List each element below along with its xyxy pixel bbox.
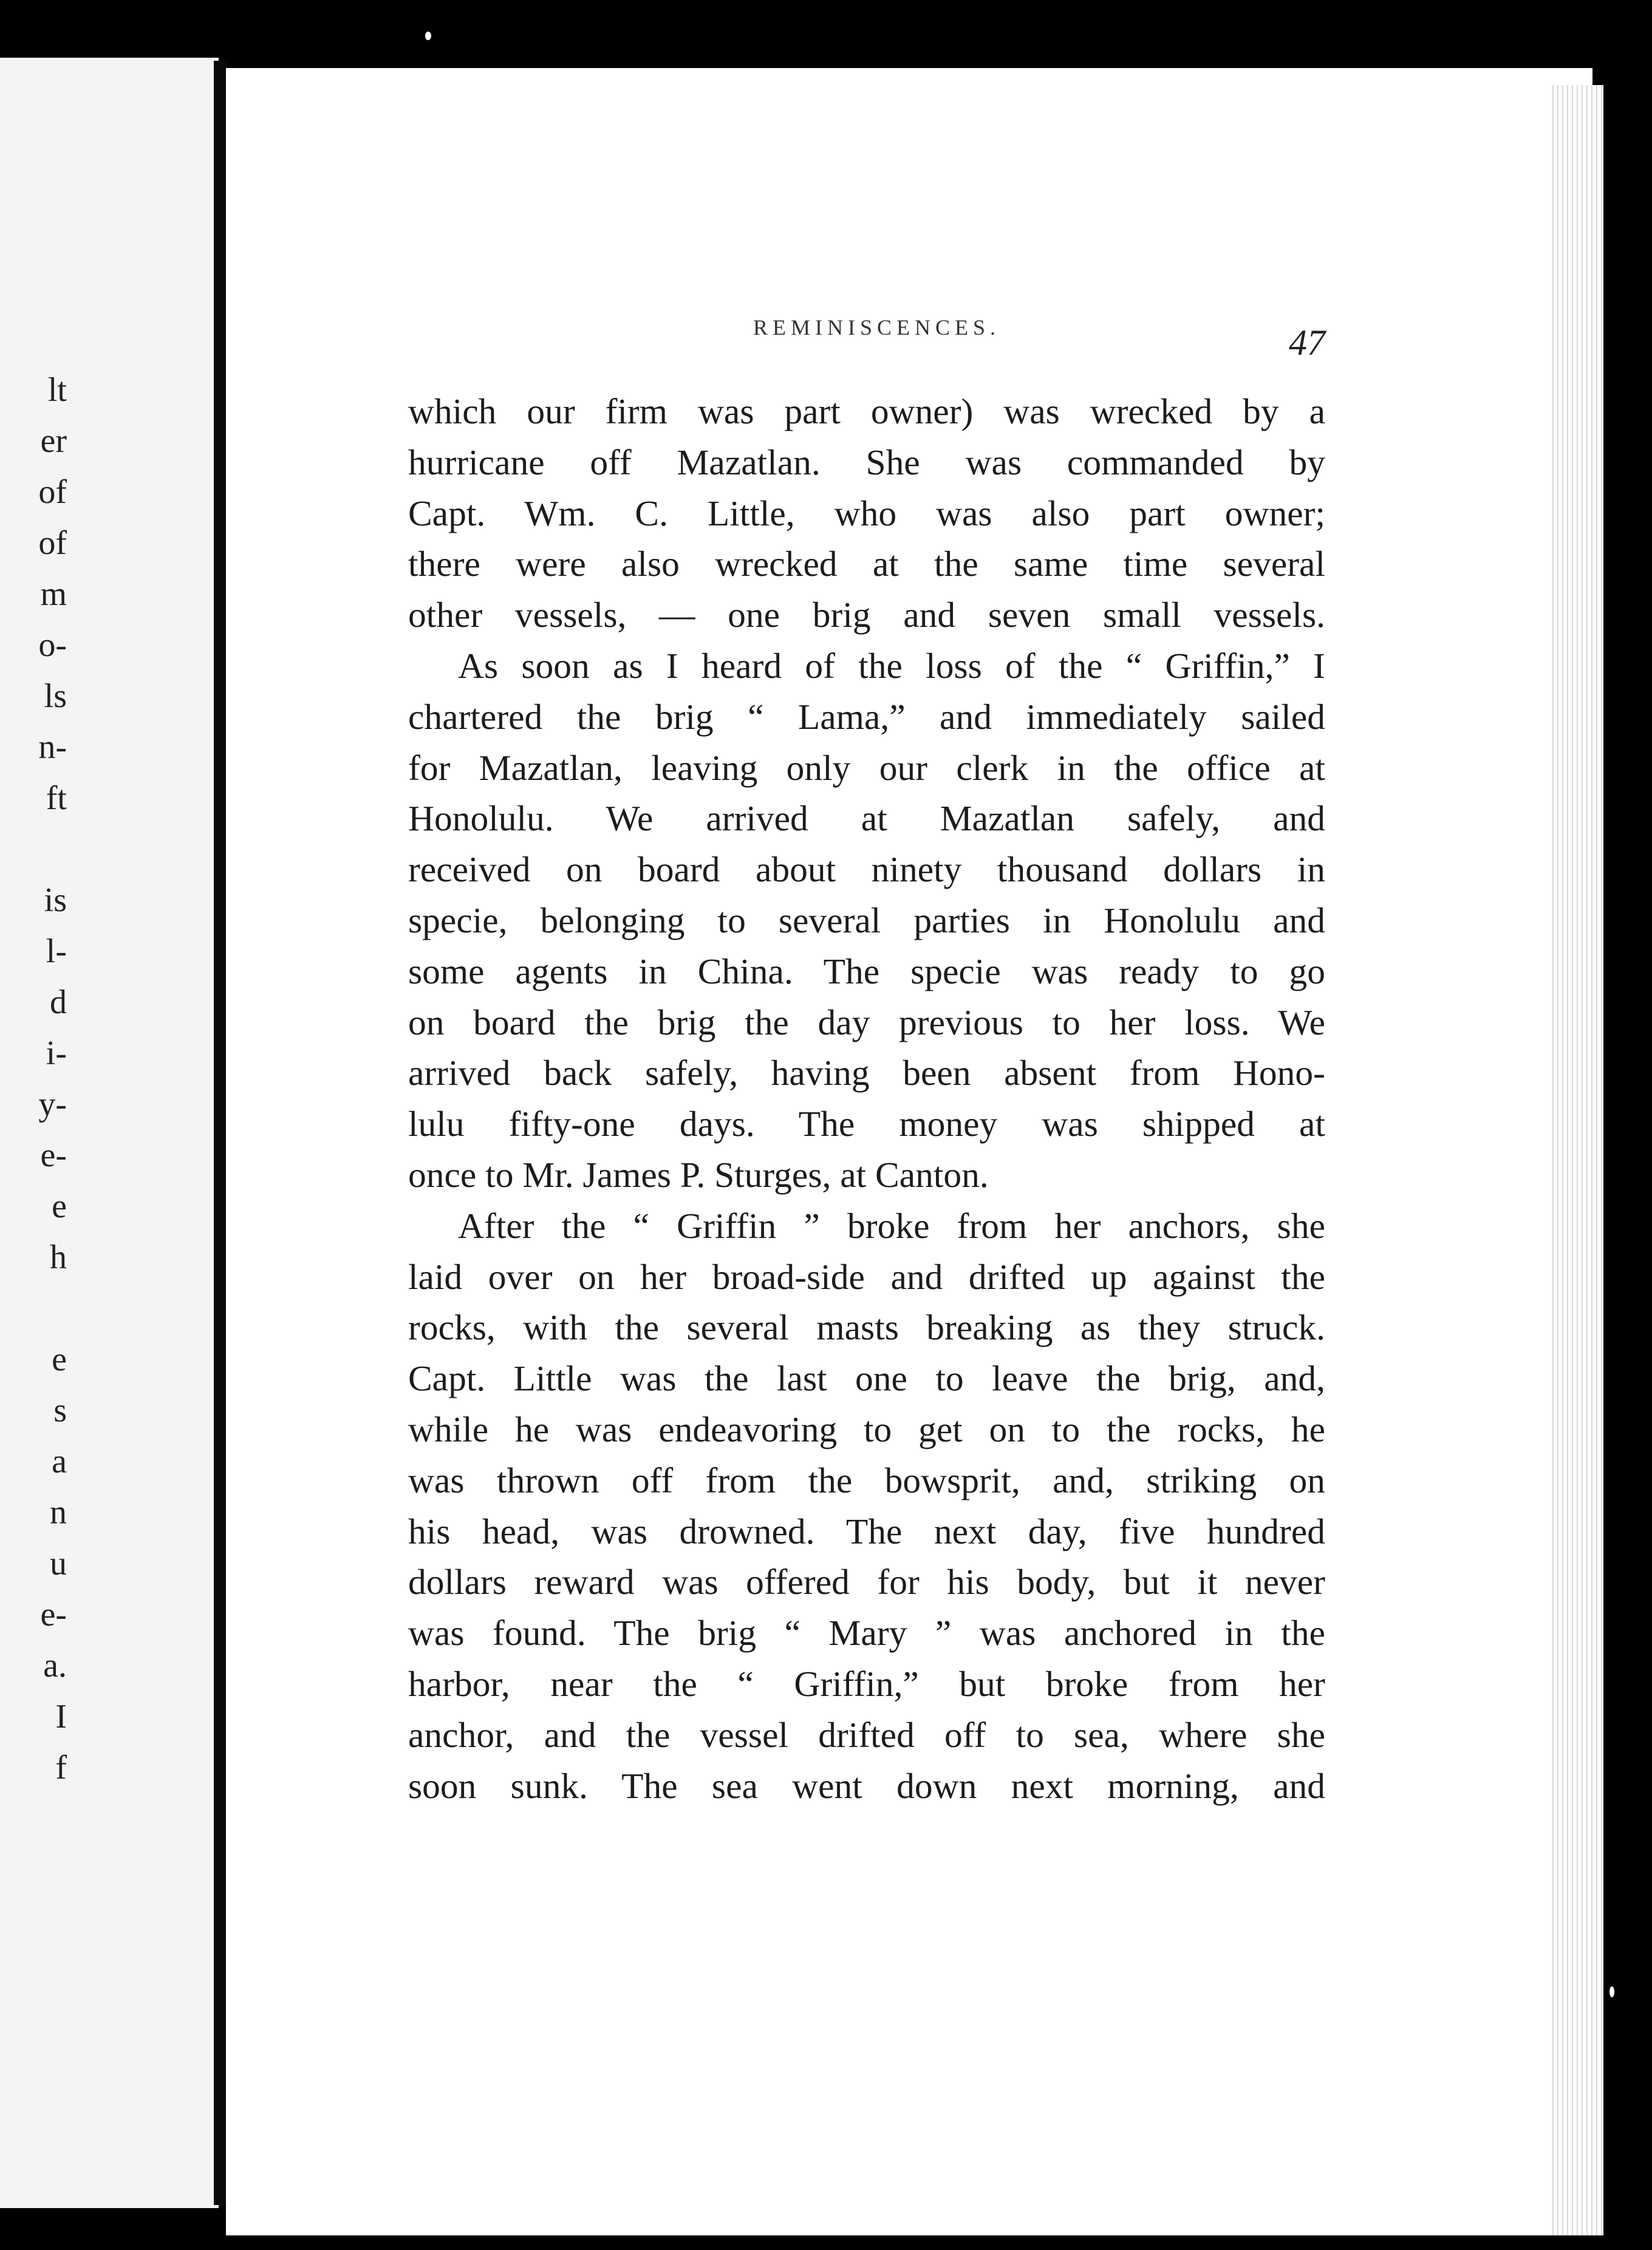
left-fragment: o- (38, 626, 67, 664)
text-line: which our firm was part owner) was wrecked by a (408, 391, 1325, 431)
text-line: chartered the brig “ Lama,” and immediately sailed (408, 696, 1325, 737)
left-fragment: l- (46, 932, 67, 970)
left-fragment: a. (43, 1647, 67, 1684)
left-fragment: y- (38, 1086, 67, 1123)
dust-speck (1609, 1986, 1614, 1997)
left-fragment: I (55, 1698, 67, 1735)
text-line: on board the brig the day previous to her loss. We (408, 1002, 1325, 1042)
left-fragment: e- (40, 1596, 67, 1633)
text-line: Capt. Little was the last one to leave the brig, and, (408, 1358, 1325, 1399)
left-fragment: n- (38, 728, 67, 766)
left-fragment (0, 824, 67, 875)
text-line: some agents in China. The specie was ready to go (408, 951, 1325, 991)
text-line: As soon as I heard of the loss of the “ Griffin,” I (458, 645, 1325, 686)
left-fragment: er (40, 422, 67, 460)
left-fragment: e (52, 1188, 67, 1225)
text-line: other vessels, — one brig and seven small vessels. (408, 595, 1325, 635)
page-edge-stack (1549, 85, 1603, 2235)
text-line: his head, was drowned. The next day, five hundred (408, 1511, 1325, 1551)
left-fragment: e- (40, 1137, 67, 1174)
text-line: specie, belonging to several parties in Honolulu and (408, 900, 1325, 940)
left-fragment: d (50, 983, 67, 1021)
left-fragment: i- (46, 1034, 67, 1072)
text-line: received on board about ninety thousand dollars in (408, 849, 1325, 890)
text-line: arrived back safely, having been absent from Hono- (408, 1053, 1325, 1093)
text-line: lulu fifty-one days. The money was shipped at (408, 1104, 1325, 1144)
left-fragment: f (55, 1749, 67, 1787)
left-page-text-fragments (0, 364, 67, 1793)
text-line: Capt. Wm. C. Little, who was also part owner; (408, 493, 1325, 533)
text-line: anchor, and the vessel drifted off to sea, where she (408, 1714, 1325, 1755)
left-fragment: lt (47, 371, 67, 409)
text-line: After the “ Griffin ” broke from her anchors, she (458, 1205, 1325, 1246)
left-fragment: s (53, 1392, 67, 1429)
left-fragment: ls (44, 677, 67, 715)
text-line: soon sunk. The sea went down next morning, and (408, 1765, 1325, 1806)
text-line: hurricane off Mazatlan. She was commanded by (408, 442, 1325, 482)
text-line: Honolulu. We arrived at Mazatlan safely, and (408, 798, 1325, 839)
left-fragment (0, 1283, 67, 1334)
left-fragment: n (50, 1494, 67, 1531)
text-line: was found. The brig “ Mary ” was anchored in the (408, 1613, 1325, 1653)
text-line: once to Mr. James P. Sturges, at Canton. (408, 1154, 989, 1195)
text-line: laid over on her broad-side and drifted up against the (408, 1256, 1325, 1297)
text-line: for Mazatlan, leaving only our clerk in the office at (408, 747, 1325, 788)
text-line: while he was endeavoring to get on to the rocks, he (408, 1409, 1325, 1449)
text-line: was thrown off from the bowsprit, and, striking on (408, 1460, 1325, 1500)
left-fragment: is (44, 881, 67, 919)
left-fragment: e (52, 1341, 67, 1378)
left-fragment: ft (46, 779, 67, 817)
running-head: REMINISCENCES. (753, 315, 1001, 340)
page-number: 47 (1289, 323, 1325, 363)
dust-speck (425, 32, 431, 40)
left-fragment: of (38, 524, 67, 562)
text-line: dollars reward was offered for his body, but it never (408, 1562, 1325, 1602)
left-fragment: u (50, 1545, 67, 1582)
body-text (408, 386, 1325, 1811)
book-gutter (214, 61, 227, 2205)
left-fragment: of (38, 473, 67, 511)
left-fragment: a (52, 1443, 67, 1480)
text-line: harbor, near the “ Griffin,” but broke from her (408, 1663, 1325, 1704)
text-line: rocks, with the several masts breaking as they struck. (408, 1307, 1325, 1348)
left-fragment: m (40, 575, 67, 613)
text-line: there were also wrecked at the same time several (408, 544, 1325, 584)
left-fragment: h (50, 1239, 67, 1276)
